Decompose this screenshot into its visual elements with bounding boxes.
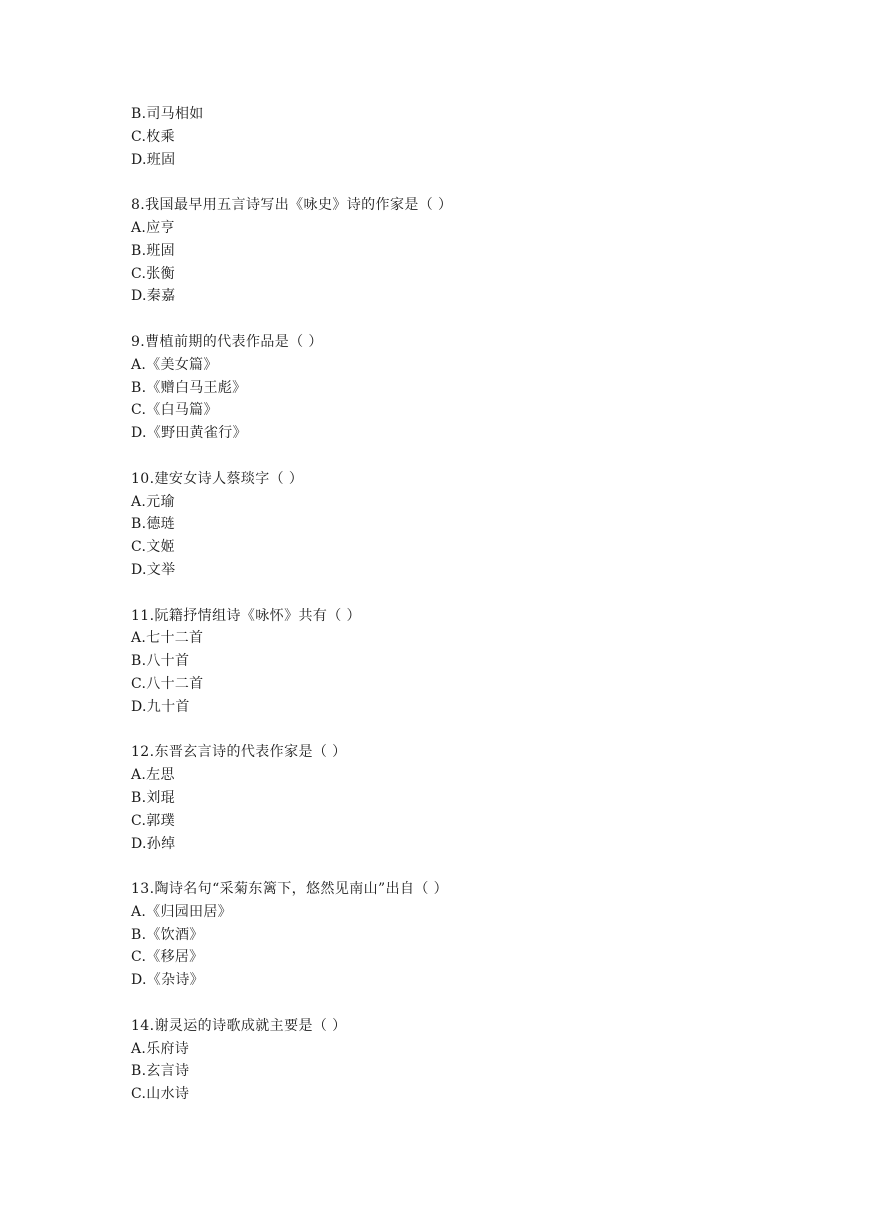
option-d: D.班固 <box>131 151 176 168</box>
option-b: B.刘琨 <box>131 789 175 806</box>
question-11 <box>131 605 831 719</box>
option-c: C.文姬 <box>131 539 175 556</box>
question-stem: 12.东晋玄言诗的代表作家是（ ） <box>131 744 347 761</box>
question-13 <box>131 878 831 992</box>
question-12 <box>131 741 831 855</box>
option-c: C.张衡 <box>131 265 175 282</box>
question-14 <box>131 1015 831 1106</box>
question-stem: 13.陶诗名句“采菊东篱下，悠然见南山”出自（ ） <box>131 881 449 898</box>
option-a: A.乐府诗 <box>131 1040 190 1057</box>
option-c: C.《移居》 <box>131 949 204 966</box>
option-b: B.玄言诗 <box>131 1063 190 1080</box>
question-10 <box>131 468 831 582</box>
option-b: B.德琏 <box>131 516 175 533</box>
option-d: D.《野田黄雀行》 <box>131 425 247 442</box>
option-b: B.《饮酒》 <box>131 926 204 943</box>
option-b: B.八十首 <box>131 653 190 670</box>
option-c: C.郭璞 <box>131 812 175 829</box>
question-stem: 14.谢灵运的诗歌成就主要是（ ） <box>131 1017 347 1034</box>
option-a: A.《归园田居》 <box>131 903 232 920</box>
option-d: D.孙绰 <box>131 835 176 852</box>
document-page <box>131 103 831 1106</box>
option-c: C.枚乘 <box>131 128 175 145</box>
option-d: D.文举 <box>131 561 176 578</box>
option-a: A.七十二首 <box>131 630 204 647</box>
question-8 <box>131 194 831 308</box>
leading-options <box>131 103 831 171</box>
question-stem: 8.我国最早用五言诗写出《咏史》诗的作家是（ ） <box>131 197 453 214</box>
option-c: C.八十二首 <box>131 675 204 692</box>
option-a: A.《美女篇》 <box>131 356 218 373</box>
option-a: A.元瑜 <box>131 493 175 510</box>
option-b: B.《赠白马王彪》 <box>131 379 247 396</box>
option-a: A.左思 <box>131 767 175 784</box>
option-c: C.《白马篇》 <box>131 402 218 419</box>
question-stem: 10.建安女诗人蔡琰字（ ） <box>131 470 304 487</box>
option-c: C.山水诗 <box>131 1086 190 1103</box>
option-d: D.九十首 <box>131 698 190 715</box>
question-stem: 11.阮籍抒情组诗《咏怀》共有（ ） <box>131 607 361 624</box>
question-stem: 9.曹植前期的代表作品是（ ） <box>131 333 323 350</box>
option-a: A.应亨 <box>131 219 175 236</box>
option-b: B.司马相如 <box>131 106 204 122</box>
option-d: D.《杂诗》 <box>131 972 204 989</box>
question-9 <box>131 331 831 445</box>
option-b: B.班固 <box>131 242 175 259</box>
option-d: D.秦嘉 <box>131 288 176 305</box>
